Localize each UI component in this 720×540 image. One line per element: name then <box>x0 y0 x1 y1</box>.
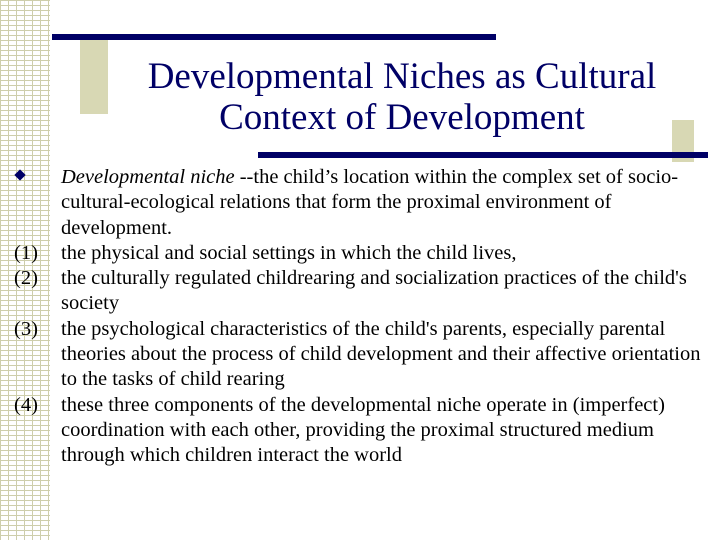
bullet-text <box>61 165 704 241</box>
title-bottom-bar <box>258 152 708 158</box>
bullet-item <box>14 165 704 241</box>
title-top-bar <box>52 34 496 40</box>
slide-body <box>14 165 704 469</box>
list-marker: (3) <box>14 317 38 340</box>
list-item-text: the physical and social settings in which the child lives, <box>61 241 517 264</box>
list-item-4 <box>14 393 704 469</box>
niche-term: Developmental niche <box>61 166 235 188</box>
bullet-marker <box>14 165 61 241</box>
slide-title-line2: Context of Development <box>219 97 585 138</box>
list-marker: (2) <box>14 267 38 290</box>
list-item-1 <box>14 241 704 266</box>
list-item-text: the culturally regulated childrearing and socialization practices of the child's society <box>61 267 687 315</box>
niche-definition: --the child’s location within the complex set of socio-cultural-ecological relations that form the proximal environment of development. <box>61 166 679 239</box>
list-item-text: the psychological characteristics of the child's parents, especially parental theories about the process of child development and their affective orientation to the tasks of child rearing <box>61 317 701 391</box>
slide-title <box>92 56 712 138</box>
list-marker: (4) <box>14 393 38 416</box>
list-item-2 <box>14 266 704 317</box>
list-item-3 <box>14 317 704 393</box>
list-marker: (1) <box>14 241 38 264</box>
diamond-bullet-icon <box>14 169 25 180</box>
list-item-text: these three components of the developmental niche operate in (imperfect) coordination with each other, providing the proximal structured medium through which children interact the world <box>61 393 665 467</box>
slide-title-line1: Developmental Niches as Cultural <box>147 56 657 97</box>
